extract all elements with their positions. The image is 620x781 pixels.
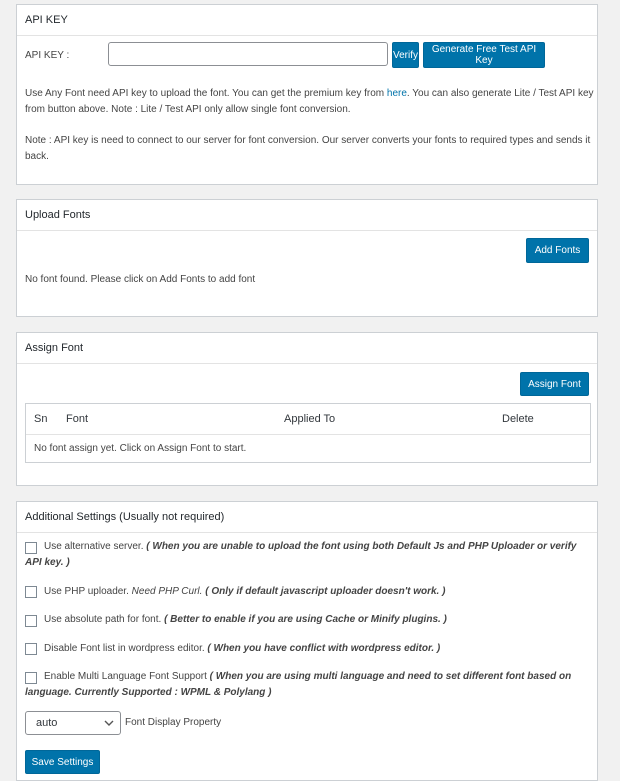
- alternative-server-hint: ( When you are unable to upload the font using both Default Js and PHP Uploader or verify API key. ): [25, 541, 577, 568]
- php-uploader-checkbox[interactable]: [25, 586, 37, 598]
- php-uploader-hint: ( Only if default javascript uploader doesn't work. ): [205, 586, 446, 597]
- php-uploader-note: Need PHP Curl.: [131, 586, 203, 597]
- column-applied-to: Applied To: [284, 413, 336, 425]
- api-key-description-text: Use Any Font need API key to upload the font. You can get the premium key from: [25, 88, 387, 99]
- verify-button[interactable]: Verify: [392, 42, 419, 68]
- column-delete: Delete: [502, 413, 534, 425]
- absolute-path-checkbox[interactable]: [25, 615, 37, 627]
- api-key-label: API KEY :: [25, 50, 70, 61]
- api-key-title: API KEY: [17, 5, 597, 36]
- alternative-server-label: Use alternative server.: [44, 541, 144, 552]
- additional-settings-title: Additional Settings (Usually not required): [17, 502, 597, 533]
- upload-fonts-title: Upload Fonts: [17, 200, 597, 231]
- chevron-down-icon: [104, 720, 114, 726]
- assign-font-button[interactable]: Assign Font: [520, 372, 589, 396]
- column-sn: Sn: [34, 413, 48, 425]
- disable-font-list-option: [44, 641, 591, 657]
- api-key-description: [25, 86, 595, 118]
- api-key-description-rest: . You can also generate Lite / Test API key from button above. Note : Lite / Test API only allow single font conversion.: [25, 88, 594, 115]
- disable-font-list-label: Disable Font list in wordpress editor.: [44, 643, 205, 654]
- api-key-panel: [16, 4, 598, 185]
- php-uploader-option: [44, 584, 591, 600]
- disable-font-list-checkbox[interactable]: [25, 643, 37, 655]
- assign-font-panel: [16, 332, 598, 486]
- disable-font-list-hint: ( When you have conflict with wordpress editor. ): [207, 643, 441, 654]
- save-settings-button[interactable]: Save Settings: [25, 750, 100, 774]
- multi-language-label: Enable Multi Language Font Support: [44, 671, 207, 682]
- font-display-select[interactable]: [25, 711, 121, 735]
- premium-key-link[interactable]: here: [386, 88, 407, 99]
- absolute-path-option: [44, 612, 591, 628]
- absolute-path-label: Use absolute path for font.: [44, 614, 162, 625]
- upload-fonts-panel: [16, 199, 598, 317]
- add-fonts-button[interactable]: Add Fonts: [526, 238, 589, 263]
- alternative-server-option: [25, 539, 591, 571]
- additional-settings-panel: [16, 501, 598, 781]
- multi-language-hint: ( When you are using multi language and need to set different font based on language. Currently Supported : WPML & Polylang ): [25, 671, 572, 698]
- assign-font-title: Assign Font: [17, 333, 597, 364]
- font-display-label: Font Display Property: [125, 717, 222, 728]
- upload-fonts-empty-text: No font found. Please click on Add Fonts to add font: [25, 274, 256, 285]
- font-display-value: auto: [36, 717, 58, 729]
- api-key-input[interactable]: [108, 42, 388, 66]
- api-key-note: Note : API key is need to connect to our server for font conversion. Our server converts your fonts to required types and sends it back.: [25, 135, 591, 162]
- absolute-path-hint: ( Better to enable if you are using Cache or Minify plugins. ): [164, 614, 447, 625]
- column-font: Font: [66, 413, 89, 425]
- php-uploader-label: Use PHP uploader.: [44, 586, 129, 597]
- assigned-fonts-table: [25, 403, 591, 463]
- multi-language-option: [25, 669, 591, 701]
- generate-test-key-button[interactable]: Generate Free Test API Key: [423, 42, 545, 68]
- table-header: [26, 404, 590, 435]
- table-empty-row: No font assign yet. Click on Assign Font to start.: [34, 443, 247, 454]
